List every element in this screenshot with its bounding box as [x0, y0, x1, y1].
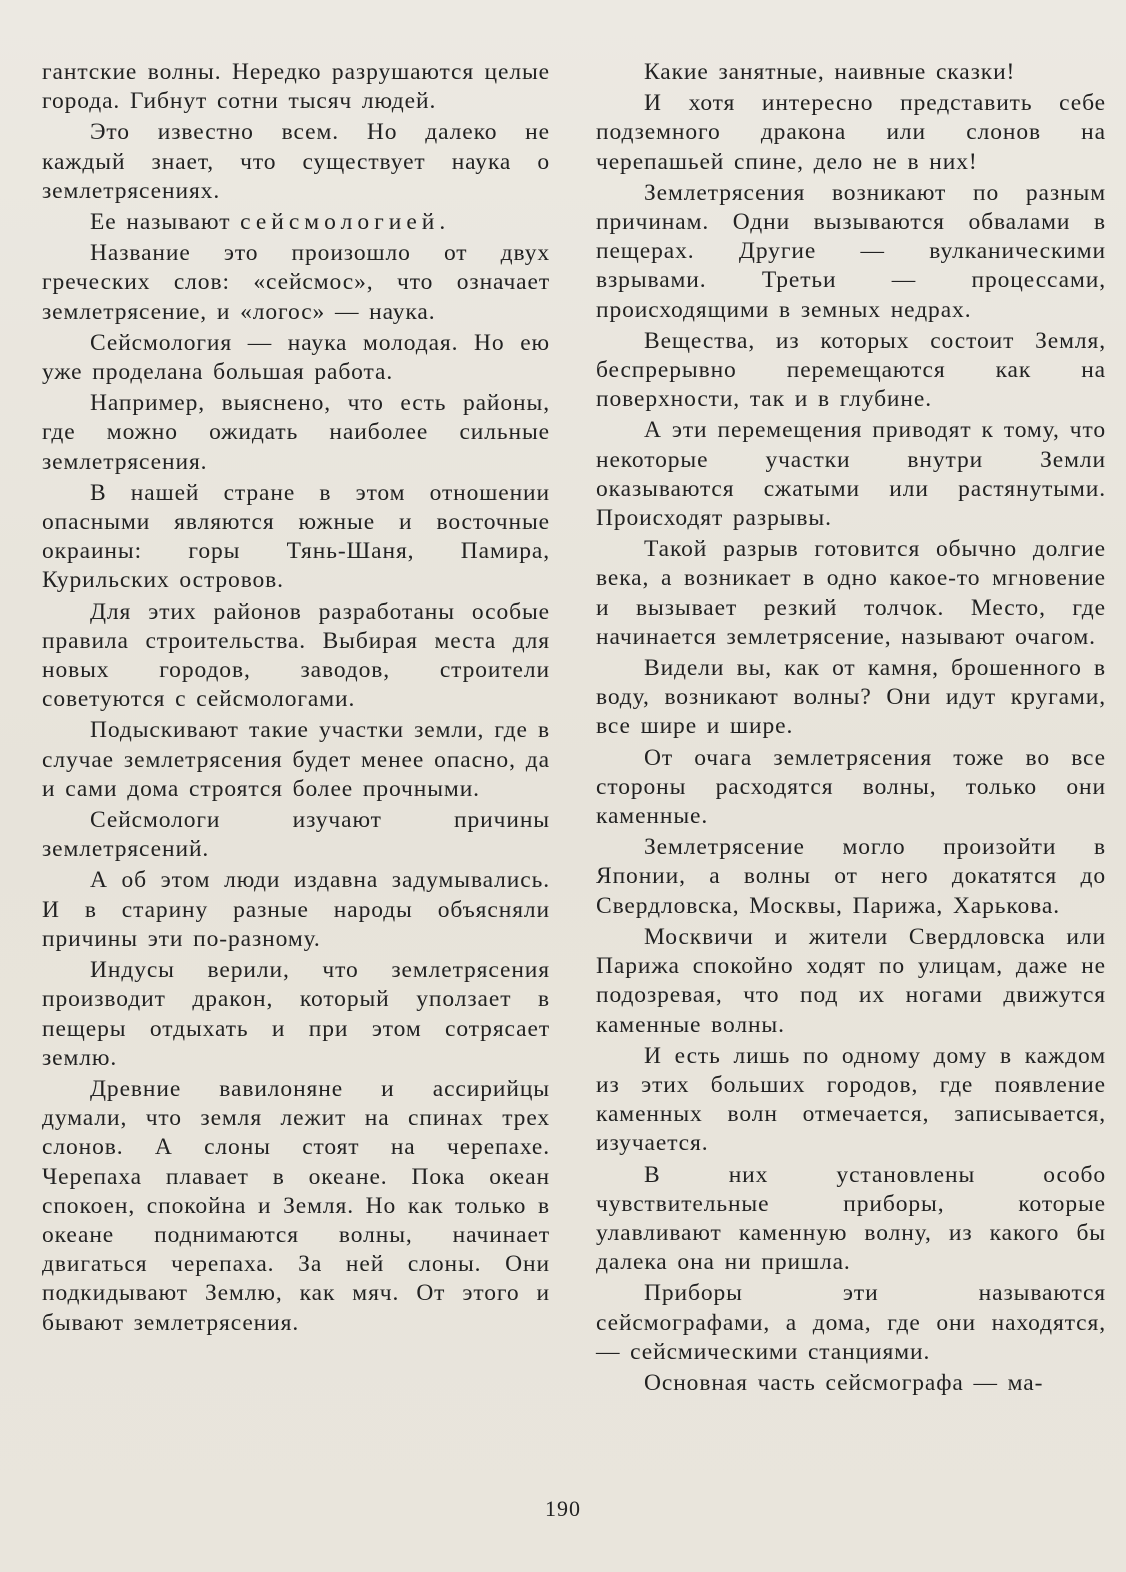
paragraph-text: Ее называют — [90, 209, 241, 236]
paragraph: Для этих районов разработаны особые правила строительства. Выбирая места для новых городов, заводов, строители советуются с сейсмологами. — [42, 598, 550, 713]
paragraph-text: . — [439, 209, 447, 236]
paragraph: Древние вавилоняне и ассирийцы думали, что земля лежит на спинах трех слонов. А слоны стоят на черепахе. Черепаха плавает в океане. Пока океан спокоен, спокойна и Земля. Но как только в океане поднимаются волны, начинает двигаться черепаха. За ней слоны. Они подкидывают Землю, как мяч. От этого и бывают землетрясения. — [42, 1075, 550, 1336]
paragraph: Приборы эти называются сейсмографами, а дома, где они находятся, — сейсмическими станциями. — [596, 1280, 1106, 1365]
left-text-column — [42, 58, 550, 1340]
paragraph: Индусы верили, что землетрясения производит дракон, который уползает в пещеры отдыхать и при этом сотрясает землю. — [42, 957, 550, 1071]
paragraph: И хотя интересно представить себе подземного дракона или слонов на черепашьей спине, дело не в них! — [596, 90, 1106, 175]
paragraph: Основная часть сейсмографа — ма- — [644, 1369, 1044, 1396]
paragraph: А эти перемещения приводят к тому, что некоторые участки внутри Земли оказываются сжатыми или растянутыми. Происходят разрывы. — [596, 417, 1106, 532]
paragraph: И есть лишь по одному дому в каждом из этих больших городов, где появление каменных волн отмечается, записывается, изучается. — [596, 1042, 1106, 1157]
right-text-column — [596, 58, 1106, 1400]
paragraph: Название это произошло от двух греческих слов: «сейсмос», что означает землетрясение, и «логос» — наука. — [42, 240, 550, 325]
paragraph: Видели вы, как от камня, брошенного в воду, возникают волны? Они идут кругами, все шире и шире. — [596, 655, 1106, 740]
paragraph: гантские волны. Нередко разрушаются целые города. Гибнут сотни тысяч людей. — [42, 59, 550, 115]
paragraph: Сейсмологи изучают причины землетрясений. — [42, 807, 550, 863]
paragraph: Подыскивают такие участки земли, где в случае землетрясения будет менее опасно, да и сами дома строятся более прочными. — [42, 717, 550, 802]
paragraph — [42, 208, 550, 237]
paragraph: Землетрясение могло произойти в Японии, а волны от него докатятся до Свердловска, Москвы, Парижа, Харькова. — [596, 834, 1106, 919]
paragraph: Вещества, из которых состоит Земля, беспрерывно перемещаются как на поверхности, так и в глубине. — [596, 327, 1106, 413]
paragraph: Это известно всем. Но далеко не каждый знает, что существует наука о землетрясениях. — [42, 119, 550, 204]
paragraph: В них установлены особо чувствительные приборы, которые улавливают каменную волну, из какого бы далека она ни пришла. — [596, 1161, 1106, 1276]
paragraph: Землетрясения возникают по разным причинам. Одни вызываются обвалами в пещерах. Другие — вулканическими взрывами. Третьи — процессами, происходящими в земных недрах. — [596, 179, 1106, 323]
paragraph: Какие занятные, наивные сказки! — [644, 59, 1016, 85]
paragraph: От очага землетрясения тоже во все стороны расходятся волны, только они каменные. — [596, 744, 1106, 830]
paragraph: Сейсмология — наука молодая. Но ею уже проделана большая работа. — [42, 329, 550, 386]
paragraph: Например, выяснено, что есть районы, где можно ожидать наиболее сильные землетрясения. — [42, 390, 550, 475]
paragraph: Москвичи и жители Свердловска или Парижа спокойно ходят по улицам, даже не подозревая, что под их ногами движутся каменные волны. — [596, 923, 1106, 1038]
paragraph: В нашей стране в этом отношении опасными являются южные и восточные окраины: горы Тянь-Шаня, Памира, Курильских островов. — [42, 479, 550, 594]
paragraph: Такой разрыв готовится обычно долгие века, а возникает в одно какое-то мгновение и вызывает резкий толчок. Место, где начинается землетрясение, называют очагом. — [596, 536, 1106, 650]
page-number: 190 — [545, 1496, 581, 1521]
spaced-term: сейсмологией — [240, 209, 440, 236]
paragraph: А об этом люди издавна задумывались. И в старину разные народы объясняли причины эти по-разному. — [42, 867, 550, 952]
